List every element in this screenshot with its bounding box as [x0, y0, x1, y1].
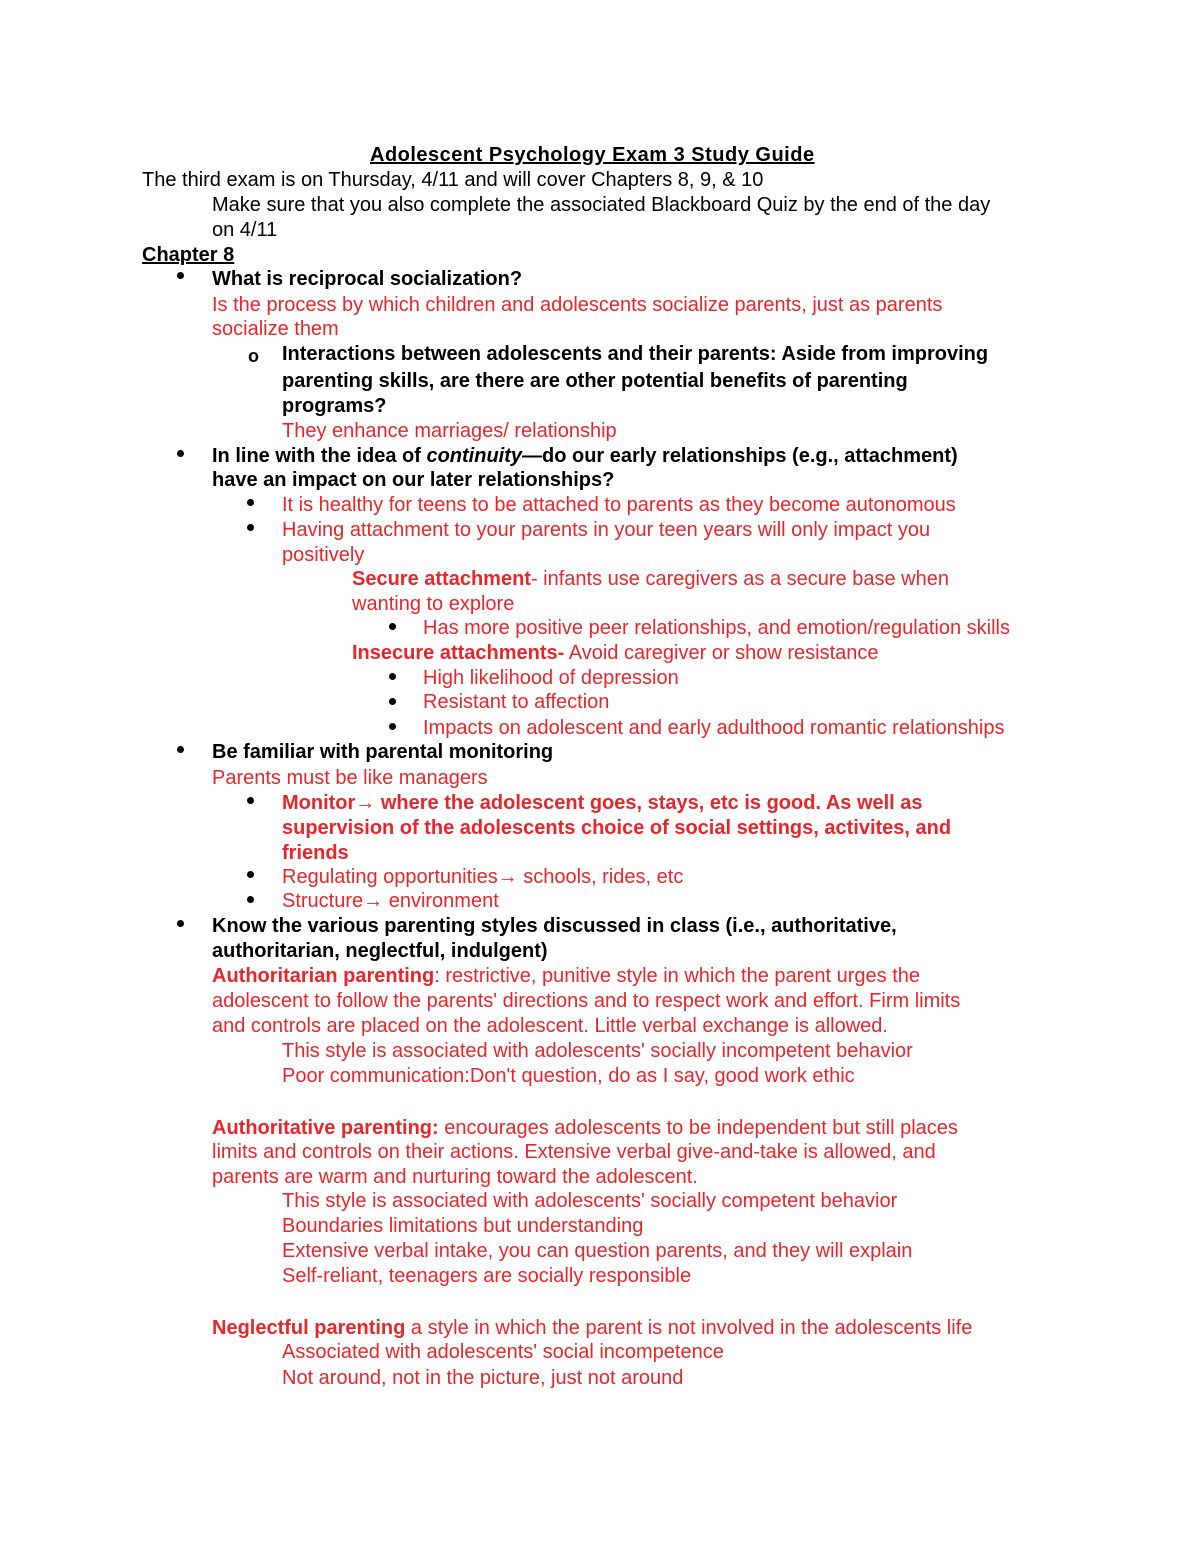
bullet-icon — [247, 524, 254, 531]
insecure-outcome: Resistant to affection — [423, 691, 610, 713]
subanswer-marriages: They enhance marriages/ relationship — [282, 420, 617, 442]
insecure-attachment-definition: Insecure attachments- Avoid caregiver or show resistance — [352, 642, 879, 664]
bullet-icon — [389, 623, 396, 630]
bullet-icon — [389, 673, 396, 680]
answer-healthy-attachment: It is healthy for teens to be attached to parents as they become autonomous — [282, 494, 956, 516]
authoritative-definition-end: parents are warm and nurturing toward the adolescent. — [212, 1166, 698, 1188]
document-title: Adolescent Psychology Exam 3 Study Guide — [370, 144, 815, 166]
insecure-outcome: High likelihood of depression — [423, 667, 679, 689]
authoritarian-definition-cont: adolescent to follow the parents' directions and to respect work and effort. Firm limits — [212, 990, 961, 1012]
circle-bullet-icon: o — [248, 346, 259, 366]
bullet-icon — [177, 920, 184, 927]
authoritarian-note: Poor communication:Don't question, do as I say, good work ethic — [282, 1065, 855, 1087]
insecure-attachment-term: Insecure attachments- — [352, 642, 565, 664]
bullet-icon — [389, 698, 396, 705]
question-reciprocal-socialization: What is reciprocal socialization? — [212, 268, 523, 290]
authoritarian-note: This style is associated with adolescents' socially incompetent behavior — [282, 1040, 913, 1062]
question-parenting-styles: Know the various parenting styles discussed in class (i.e., authoritative, — [212, 915, 897, 937]
authoritative-definition: Authoritative parenting: encourages adolescents to be independent but still places — [212, 1117, 958, 1139]
insecure-outcome: Impacts on adolescent and early adulthood romantic relationships — [423, 717, 1005, 739]
bullet-icon — [247, 896, 254, 903]
bullet-icon — [177, 272, 184, 279]
authoritative-definition-cont: limits and controls on their actions. Extensive verbal give-and-take is allowed, and — [212, 1141, 936, 1163]
bullet-icon — [177, 450, 184, 457]
question-continuity-cont: have an impact on our later relationships? — [212, 469, 615, 491]
answer-attachment-impact-cont: positively — [282, 544, 365, 566]
bullet-icon — [247, 871, 254, 878]
secure-attachment-definition-cont: wanting to explore — [352, 593, 515, 615]
subquestion-parenting-programs-end: programs? — [282, 395, 387, 417]
secure-attachment-outcome: Has more positive peer relationships, and emotion/regulation skills — [423, 617, 1010, 639]
authoritative-term: Authoritative parenting: — [212, 1117, 439, 1139]
monitor-item-cont: supervision of the adolescents choice of social settings, activites, and — [282, 817, 952, 839]
neglectful-note: Associated with adolescents' social incompetence — [282, 1341, 724, 1363]
answer-managers: Parents must be like managers — [212, 767, 488, 789]
authoritative-note: Extensive verbal intake, you can question parents, and they will explain — [282, 1240, 913, 1262]
neglectful-note: Not around, not in the picture, just not around — [282, 1367, 684, 1389]
structure-item: Structure→ environment — [282, 890, 499, 912]
bullet-icon — [389, 723, 396, 730]
secure-attachment-term: Secure attachment — [352, 568, 531, 590]
monitor-item: Monitor→ where the adolescent goes, stays, etc is good. As well as — [282, 792, 923, 814]
question-continuity: In line with the idea of continuity—do our early relationships (e.g., attachment) — [212, 445, 958, 467]
chapter-heading: Chapter 8 — [142, 244, 235, 266]
question-parental-monitoring: Be familiar with parental monitoring — [212, 741, 554, 763]
authoritative-note: This style is associated with adolescents' socially competent behavior — [282, 1190, 898, 1212]
authoritarian-term: Authoritarian parenting — [212, 965, 435, 987]
secure-attachment-definition: Secure attachment- infants use caregivers as a secure base when — [352, 568, 949, 590]
intro-note-cont: on 4/11 — [212, 219, 278, 241]
authoritarian-definition: Authoritarian parenting: restrictive, punitive style in which the parent urges the — [212, 965, 921, 987]
neglectful-term: Neglectful parenting — [212, 1317, 406, 1339]
question-parenting-styles-cont: authoritarian, neglectful, indulgent) — [212, 940, 548, 962]
bullet-icon — [177, 746, 184, 753]
monitor-item-end: friends — [282, 842, 349, 864]
subquestion-parenting-programs-cont: parenting skills, are there are other potential benefits of parenting — [282, 370, 908, 392]
intro-line: The third exam is on Thursday, 4/11 and will cover Chapters 8, 9, & 10 — [142, 169, 764, 191]
bullet-icon — [247, 499, 254, 506]
answer-attachment-impact: Having attachment to your parents in your teen years will only impact you — [282, 519, 931, 541]
authoritative-note: Boundaries limitations but understanding — [282, 1215, 644, 1237]
neglectful-definition: Neglectful parenting a style in which the parent is not involved in the adolescents life — [212, 1317, 973, 1339]
subquestion-parenting-programs: Interactions between adolescents and their parents: Aside from improving — [282, 343, 989, 365]
bullet-icon — [247, 797, 254, 804]
authoritarian-definition-end: and controls are placed on the adolescent. Little verbal exchange is allowed. — [212, 1015, 888, 1037]
answer-reciprocal-cont: socialize them — [212, 318, 339, 340]
answer-reciprocal: Is the process by which children and adolescents socialize parents, just as parents — [212, 294, 943, 316]
regulating-item: Regulating opportunities→ schools, rides, etc — [282, 866, 684, 888]
authoritative-note: Self-reliant, teenagers are socially responsible — [282, 1265, 692, 1287]
intro-note: Make sure that you also complete the associated Blackboard Quiz by the end of the day — [212, 194, 991, 216]
